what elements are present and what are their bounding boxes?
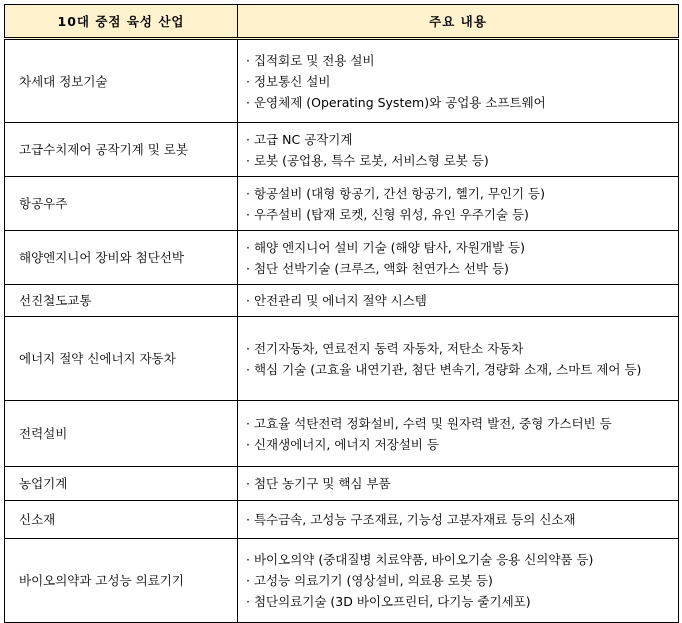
bullet-marker: · — [246, 185, 250, 201]
header-main-content: 주요 내용 — [238, 5, 679, 39]
bullet-marker: · — [246, 361, 250, 377]
industry-category: 항공우주 — [5, 177, 238, 231]
content-cell — [238, 177, 679, 231]
bullet-marker: · — [246, 152, 250, 168]
content-cell — [238, 123, 679, 177]
header-industry: 10대 중점 육성 산업 — [5, 5, 238, 39]
content-cell — [238, 539, 679, 623]
content-item-text: 해양 엔지니어 설비 기술 (해양 탐사, 자원개발 등) — [253, 239, 525, 255]
bullet-marker: · — [246, 94, 250, 110]
industry-category: 선진철도교통 — [5, 285, 238, 317]
bullet-marker: · — [246, 573, 250, 588]
bullet-marker: · — [246, 436, 250, 452]
content-item-text: 첨단의료기술 (3D 바이오프린터, 다기능 줄기세포) — [253, 594, 531, 609]
content-item-text: 안전관리 및 에너지 절약 시스템 — [253, 293, 427, 308]
table-row — [5, 401, 679, 467]
content-item-text: 고성능 의료기기 (영상설비, 의료용 로봇 등) — [253, 573, 493, 588]
content-item-text: 로봇 (공업용, 특수 로봇, 서비스형 로봇 등) — [253, 152, 489, 168]
industry-category: 신소재 — [5, 501, 238, 539]
industry-category: 에너지 절약 신에너지 자동차 — [5, 317, 238, 401]
table-row — [5, 177, 679, 231]
content-item-text: 특수금속, 고성능 구조재료, 기능성 고분자재료 등의 신소재 — [253, 512, 576, 527]
content-item-text: 항공설비 (대형 항공기, 간선 항공기, 헬기, 무인기 등) — [253, 185, 545, 201]
content-item — [246, 338, 672, 359]
table-row — [5, 285, 679, 317]
content-item-text: 핵심 기술 (고효율 내연기관, 첨단 변속기, 경량화 소재, 스마트 제어 등) — [253, 361, 642, 377]
content-item-text: 신재생에너지, 에너지 저장설비 등 — [253, 436, 439, 452]
content-item — [246, 591, 672, 612]
bullet-marker: · — [246, 512, 250, 527]
content-item-text: 정보통신 설비 — [253, 73, 331, 89]
content-item-text: 운영체제 (Operating System)와 공업용 소프트웨어 — [253, 94, 546, 110]
content-item — [246, 129, 672, 150]
content-item-text: 전기자동차, 연료전지 동력 자동차, 저탄소 자동차 — [253, 340, 524, 356]
bullet-marker: · — [246, 340, 250, 356]
content-cell — [238, 501, 679, 539]
content-cell — [238, 285, 679, 317]
table-header-row — [5, 5, 679, 39]
content-cell — [238, 39, 679, 123]
bullet-marker: · — [246, 476, 250, 491]
bullet-marker: · — [246, 73, 250, 89]
industry-category: 고급수치제어 공작기계 및 로봇 — [5, 123, 238, 177]
bullet-marker: · — [246, 52, 250, 68]
table-row — [5, 39, 679, 123]
industry-category: 농업기계 — [5, 467, 238, 501]
content-item-text: 고급 NC 공작기계 — [253, 131, 353, 147]
industry-table-container — [4, 4, 678, 623]
content-item — [246, 549, 672, 570]
content-item — [246, 71, 672, 92]
content-item — [246, 150, 672, 171]
content-item-text: 첨단 선박기술 (크루즈, 액화 천연가스 선박 등) — [253, 260, 509, 276]
table-row — [5, 467, 679, 501]
content-cell — [238, 401, 679, 467]
content-item — [246, 92, 672, 113]
content-item — [246, 50, 672, 71]
content-item — [246, 570, 672, 591]
bullet-marker: · — [246, 206, 250, 222]
industry-category: 바이오의약과 고성능 의료기기 — [5, 539, 238, 623]
content-item — [246, 237, 672, 258]
bullet-marker: · — [246, 239, 250, 255]
content-item-text: 집적회로 및 전용 설비 — [253, 52, 375, 68]
industry-category: 전력설비 — [5, 401, 238, 467]
industry-table — [4, 4, 679, 623]
content-cell — [238, 317, 679, 401]
table-row — [5, 501, 679, 539]
table-row — [5, 231, 679, 285]
content-cell — [238, 467, 679, 501]
content-item — [246, 258, 672, 279]
content-item-text: 첨단 농기구 및 핵심 부품 — [253, 476, 391, 491]
content-item-text: 우주설비 (탑재 로켓, 신형 위성, 유인 우주기술 등) — [253, 206, 529, 222]
content-item-text: 바이오의약 (중대질병 치료약품, 바이오기술 응용 신의약품 등) — [253, 552, 594, 567]
bullet-marker: · — [246, 594, 250, 609]
content-item — [246, 290, 672, 311]
content-item — [246, 183, 672, 204]
industry-category: 해양엔지니어 장비와 첨단선박 — [5, 231, 238, 285]
industry-category: 차세대 정보기술 — [5, 39, 238, 123]
bullet-marker: · — [246, 415, 250, 431]
table-body — [5, 39, 679, 623]
bullet-marker: · — [246, 260, 250, 276]
content-item — [246, 359, 672, 380]
content-item — [246, 473, 672, 494]
content-item-text: 고효율 석탄전력 정화설비, 수력 및 원자력 발전, 중형 가스터빈 등 — [253, 415, 612, 431]
content-item — [246, 204, 672, 225]
content-item — [246, 509, 672, 530]
bullet-marker: · — [246, 293, 250, 308]
content-item — [246, 434, 672, 455]
bullet-marker: · — [246, 131, 250, 147]
content-cell — [238, 231, 679, 285]
table-row — [5, 123, 679, 177]
content-item — [246, 413, 672, 434]
table-row — [5, 539, 679, 623]
table-row — [5, 317, 679, 401]
bullet-marker: · — [246, 552, 250, 567]
